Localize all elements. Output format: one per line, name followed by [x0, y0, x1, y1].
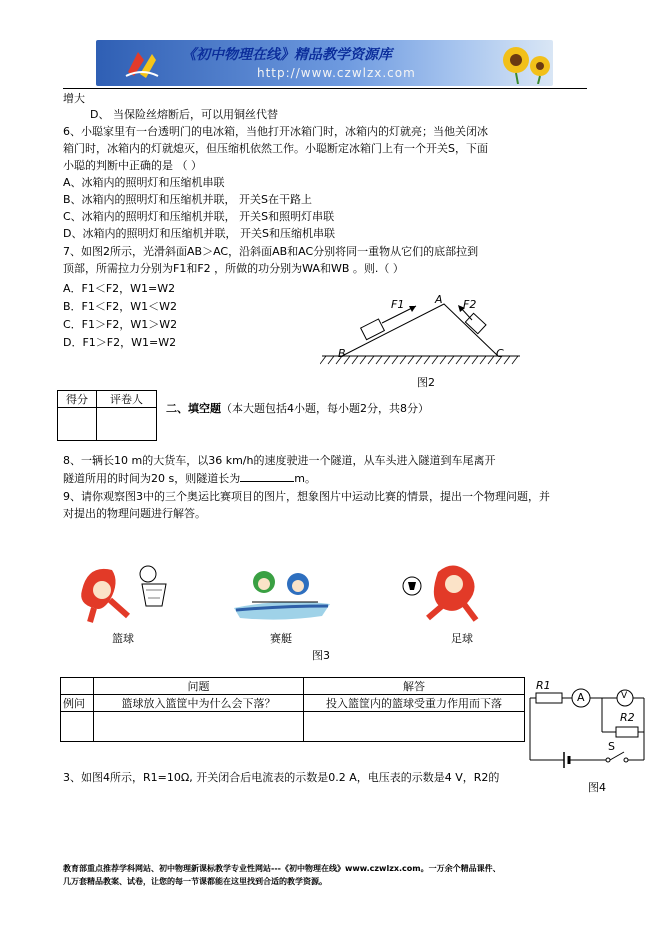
example-answer: 投入篮筐内的篮球受重力作用而下落 [304, 695, 525, 712]
text-line: 小聪的判断中正确的是 （ ） [63, 159, 202, 172]
question-3: 3、如图4所示，R1=10Ω, 开关闭合后电流表的示数是0.2 A，电压表的示数是4 V，R2的 [63, 771, 500, 784]
text-line: 箱门时，冰箱内的灯就熄灭，但压缩机依然工作。小聪断定冰箱门上有一个开关S，下面 [63, 142, 488, 155]
header-rule [63, 88, 587, 89]
figure-3-caption: 图3 [312, 649, 330, 662]
question-header: 问题 [94, 678, 304, 695]
switch-label: S [608, 740, 615, 753]
rowing-mascots-image [232, 562, 332, 626]
answer-header: 解答 [304, 678, 525, 695]
sunflower-icon [496, 42, 552, 84]
label-r1: R1 [536, 679, 551, 692]
answer-input-cell[interactable] [304, 712, 525, 742]
grader-header: 评卷人 [97, 391, 157, 408]
footer-line: 教育部重点推荐学科网站、初中物理新课标教学专业性网站---《初中物理在线》www.czwlzx.com。一万余个精品课件、 [63, 864, 501, 873]
table-row [61, 712, 94, 742]
section-2-note: （本大题包括4小题，每小题2分，共8分） [221, 402, 429, 415]
label-f1: F1 [391, 298, 405, 311]
answer-blank[interactable] [240, 471, 294, 482]
example-question: 篮球放入篮筐中为什么会下落？ [94, 695, 304, 712]
text-line: 对提出的物理问题进行解答。 [63, 507, 206, 520]
option-b: B、冰箱内的照明灯和压缩机并联， 开关S在干路上 [63, 193, 313, 206]
blank-header-cell [61, 678, 94, 695]
question-9: 9、请你观察图3中的三个奥运比赛项目的图片，想象图片中运动比赛的情景，提出一个物理问题，并 [63, 490, 550, 503]
label-a: A [435, 293, 443, 306]
ammeter-label: A [577, 691, 585, 704]
banner-title: 《初中物理在线》精品教学资源库 [182, 47, 392, 63]
option-d: D、冰箱内的照明灯和压缩机并联， 开关S和压缩机串联 [63, 227, 335, 240]
option-c: C、冰箱内的照明灯和压缩机并联， 开关S和照明灯串联 [63, 210, 335, 223]
text-line: 增大 [63, 92, 85, 105]
question-8-unit: m。 [294, 472, 316, 485]
figure-3-label-rowing: 赛艇 [270, 632, 292, 645]
question-7: 7、如图2所示，光滑斜面AB＞AC，沿斜面AB和AC分别将同一重物从它们的底部拉到 [63, 245, 479, 258]
question-6: 6、小聪家里有一台透明门的电冰箱，当他打开冰箱门时，冰箱内的灯就亮；当他关闭冰 [63, 125, 488, 138]
figure-3-label-soccer: 足球 [451, 632, 473, 645]
text-line [63, 471, 316, 486]
footer-line: 几万套精品教案、试卷，让您的每一节课都能在这里找到合适的教学资源。 [63, 877, 327, 886]
question-8-text: 隧道所用的时间为20 s，则隧道长为 [63, 472, 241, 485]
figure-2-caption: 图2 [417, 376, 435, 389]
soccer-mascot-image [398, 560, 496, 626]
option-d: D．F1＞F2，W1=W2 [63, 336, 177, 349]
score-cell[interactable] [58, 408, 97, 441]
question-answer-table [60, 677, 525, 742]
option-c: C．F1＞F2，W1＞W2 [63, 318, 178, 331]
figure-3-label-basketball: 篮球 [112, 632, 134, 645]
question-input-cell[interactable] [94, 712, 304, 742]
label-c: C [496, 347, 504, 360]
label-r2: R2 [620, 711, 635, 724]
grader-cell[interactable] [97, 408, 157, 441]
score-header: 得分 [58, 391, 97, 408]
figure-4-caption: 图4 [588, 781, 606, 794]
banner-url[interactable]: http://www.czwlzx.com [257, 66, 416, 80]
section-2-heading [166, 402, 429, 416]
score-table [57, 390, 157, 441]
option-a: A．F1＜F2，W1=W2 [63, 282, 176, 295]
option-a: A、冰箱内的照明灯和压缩机串联 [63, 176, 225, 189]
site-logo-icon [124, 46, 160, 80]
question-8: 8、一辆长10 m的大货车，以36 km/h的速度驶进一个隧道，从车头进入隧道到车尾离开 [63, 454, 496, 467]
option-b: B．F1＜F2，W1＜W2 [63, 300, 177, 313]
text-line: D、 当保险丝熔断后，可以用铜丝代替 [90, 108, 278, 121]
section-2-title: 二、填空题 [166, 402, 221, 415]
label-f2: F2 [463, 298, 477, 311]
label-b: B [338, 347, 346, 360]
page-footer [63, 862, 501, 888]
figure-2-diagram [320, 290, 520, 370]
example-label: 例问 [61, 695, 94, 712]
basketball-mascot-image [72, 560, 170, 626]
voltmeter-label: V [621, 691, 628, 701]
text-line: 顶部，所需拉力分别为F1和F2 ，所做的功分别为WA和WB 。则.（ ） [63, 262, 404, 275]
